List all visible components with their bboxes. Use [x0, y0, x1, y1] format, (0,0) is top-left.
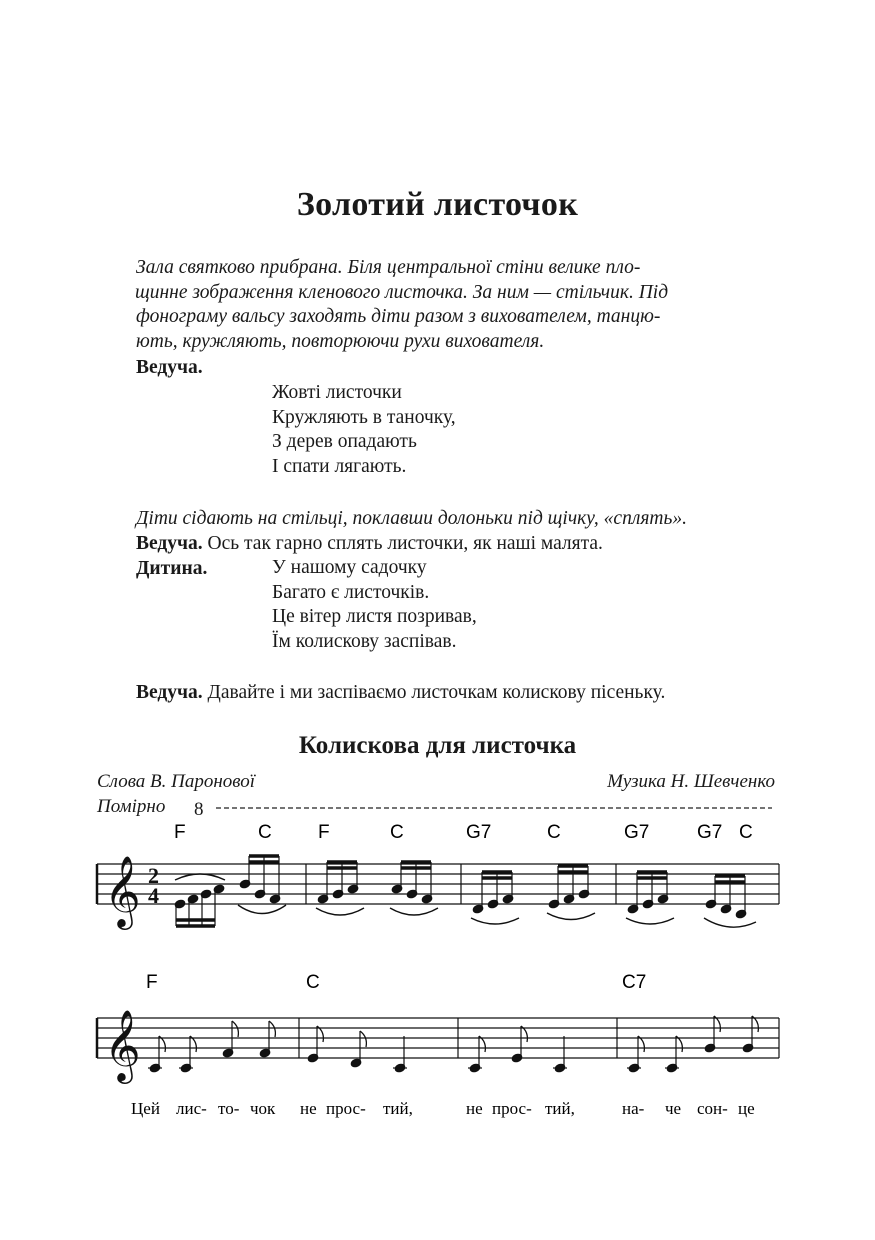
lyric-syllable: це	[738, 1099, 755, 1118]
chord-symbol: G7	[466, 822, 492, 843]
page-title: Золотий листочок	[296, 186, 579, 223]
chord-symbol: C	[258, 822, 272, 843]
lyric-syllable: тий,	[383, 1099, 413, 1118]
intro-line: щинне зображення кленового листочка. За ним — стільчик. Під	[135, 281, 669, 303]
ottava-mark: 8	[194, 799, 204, 820]
speech-text: Ось так гарно сплять листочки, як наші малята.	[207, 533, 603, 554]
lyricist-credit: Слова В. Паронової	[97, 771, 256, 792]
staff-1	[97, 864, 779, 904]
lyric-syllable: лис-	[176, 1099, 207, 1118]
poem-line: У нашому садочку	[272, 557, 427, 578]
lyric-syllable: прос-	[492, 1099, 532, 1118]
time-signature-top: 2	[148, 863, 159, 888]
lyric-syllable: то-	[218, 1099, 240, 1118]
song-title: Колискова для листочка	[298, 732, 577, 759]
chord-symbol: C	[390, 822, 404, 843]
chord-symbol: C	[739, 822, 753, 843]
poem-line: З дерев опадають	[272, 431, 417, 452]
measure-1-notes	[174, 856, 286, 926]
poem-line: Жовті листочки	[272, 382, 402, 403]
speaker-veducha: Ведуча.	[136, 533, 203, 554]
speaker-veducha: Ведуча.	[136, 682, 203, 703]
treble-clef-icon: 𝄞	[104, 1008, 141, 1081]
chord-symbol: G7	[624, 822, 650, 843]
speaker-dytyna: Дитина.	[136, 558, 208, 579]
lyric-syllable: тий,	[545, 1099, 575, 1118]
lyric-syllable: прос-	[326, 1099, 366, 1118]
lyric-syllable: че	[665, 1099, 682, 1118]
measure-4-notes	[626, 872, 756, 927]
composer-credit: Музика Н. Шевченко	[607, 771, 775, 792]
chord-symbol: C	[306, 972, 320, 993]
chord-symbol: C	[547, 822, 561, 843]
speech-text: Давайте і ми заспіваємо листочкам колискову пісеньку.	[207, 682, 666, 703]
chord-symbol: F	[146, 972, 158, 993]
time-signature-bottom: 4	[148, 883, 159, 908]
lyric-syllable: чок	[250, 1099, 276, 1118]
lyric-syllable: не	[466, 1099, 483, 1118]
intro-line: фонограму вальсу заходять діти разом з вихователем, танцю-	[136, 306, 661, 327]
lyric-syllable: на-	[622, 1099, 645, 1118]
staff-2-notes	[148, 1016, 758, 1073]
poem-line: Це вітер листя позривав,	[272, 606, 477, 627]
lyric-syllable: не	[300, 1099, 317, 1118]
poem-line: Багато є листочків.	[272, 581, 430, 603]
staff-2	[97, 1018, 779, 1058]
measure-2-notes	[316, 862, 438, 915]
lyric-syllable: сон-	[697, 1099, 728, 1118]
measure-3-notes	[471, 866, 595, 924]
intro-line: Зала святково прибрана. Біля центральної стіни велике пло-	[136, 257, 641, 278]
stage-direction-2: Діти сідають на стільці, поклавши долоньки під щічку, «сплять».	[136, 508, 687, 529]
chord-symbol: G7	[697, 822, 723, 843]
poem-line: Їм колискову заспівав.	[272, 630, 457, 652]
poem-line: Кружляють в таночку,	[272, 406, 456, 428]
poem-line: І спати лягають.	[272, 455, 407, 477]
tempo-marking: Помірно	[97, 796, 166, 817]
speaker-veducha: Ведуча.	[136, 357, 203, 378]
intro-line: ють, кружляють, повторюючи рухи вихователя.	[136, 330, 545, 352]
chord-symbol: F	[318, 822, 330, 843]
chord-symbol: C7	[622, 972, 647, 993]
lyric-syllable: Цей	[131, 1099, 160, 1118]
treble-clef-icon: 𝄞	[104, 854, 141, 927]
chord-symbol: F	[174, 822, 186, 843]
